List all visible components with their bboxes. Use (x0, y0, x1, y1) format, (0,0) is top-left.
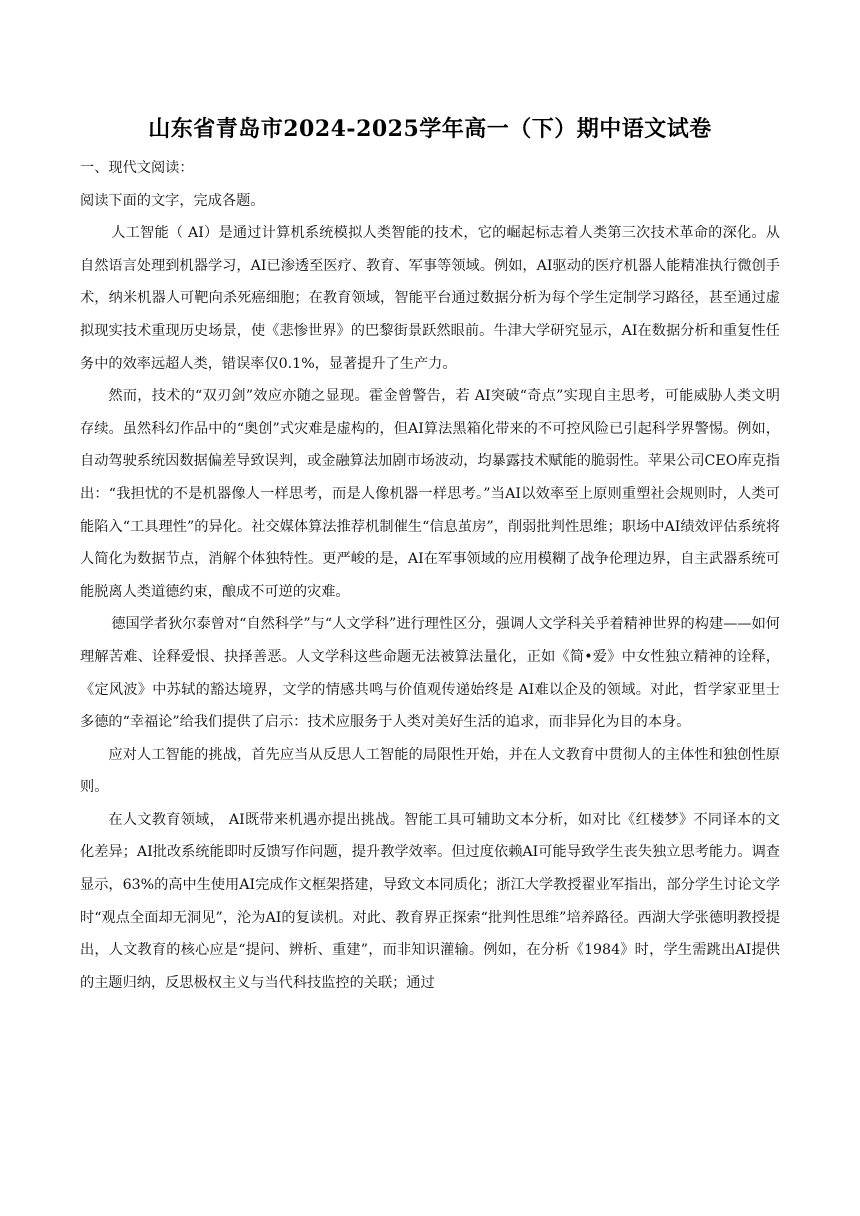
paragraph-5: 在人文教育领域， AI既带来机遇亦提出挑战。智能工具可辅助文本分析，如对比《红楼梦》不同译本的文化差异；AI批改系统能即时反馈写作问题，提升教学效率。但过度依赖AI可能导致学生丧失独立思考能力。调查显示，63%的高中生使用AI完成作文框架搭建，导致文本同质化；浙江大学教授翟业军指出，部分学生讨论文学时“观点全面却无洞见”，沦为AI的复读机。对此、教育界正探索“批判性思维”培养路径。西湖大学张德明教授提出，人文教育的核心应是“提问、辨析、重建”，而非知识灌输。例如，在分析《1984》时，学生需跳出AI提供的主题归纳，反思极权主义与当代科技监控的关联；通过 (80, 811, 781, 991)
paragraph-1: 人工智能（ AI）是通过计算机系统模拟人类智能的技术，它的崛起标志着人类第三次技术革命的深化。从自然语言处理到机器学习，AI已渗透至医疗、教育、军事等领域。例如，AI驱动的医疗机器人能精准执行微创手术，纳米机器人可靶向杀死癌细胞；在教育领域，智能平台通过数据分析为每个学生定制学习路径，甚至通过虚拟现实技术重现历史场景，使《悲惨世界》的巴黎街景跃然眼前。牛津大学研究显示，AI在数据分析和重复性任务中的效率远超人类，错误率仅0.1%，显著提升了生产力。 (80, 225, 780, 372)
section-heading: 一、现代文阅读： (80, 160, 194, 176)
paragraph-4: 应对人工智能的挑战，首先应当从反思人工智能的局限性开始，并在人文教育中贯彻人的主体性和独创性原则。 (80, 746, 780, 796)
paragraph-3: 德国学者狄尔泰曾对“自然科学”与“人文学科”进行理性区分，强调人文学科关乎着精神世界的构建——如何理解苦难、诠释爱恨、抉择善恶。人文学科这些命题无法被算法量化，正如《简•爱》中女性独立精神的诠释，《定风波》中苏轼的豁达境界，文学的情感共鸣与价值观传递始终是 AI难以企及的领域。对此，哲学家亚里士多德的“幸福论”给我们提供了启示：技术应服务于人类对美好生活的追求，而非异化为目的本身。 (80, 616, 780, 731)
paragraph-2: 然而，技术的“双刃剑”效应亦随之显现。霍金曾警告，若 AI突破“奇点”实现自主思考，可能威胁人类文明存续。虽然科幻作品中的“奥创”式灾难是虚构的，但AI算法黑箱化带来的不可控风险已引起科学界警惕。例如，自动驾驶系统因数据偏差导致误判，或金融算法加剧市场波动，均暴露技术赋能的脆弱性。苹果公司CEO库克指出：“我担忧的不是机器像人一样思考，而是人像机器一样思考。”当AI以效率至上原则重塑社会规则时，人类可能陷入“工具理性”的异化。社交媒体算法推荐机制催生“信息茧房”，削弱批判性思维；职场中AI绩效评估系统将人简化为数据节点，消解个体独特性。更严峻的是，AI在军事领域的应用模糊了战争伦理边界，自主武器系统可能脱离人类道德约束，酿成不可逆的灾难。 (80, 388, 780, 600)
page-title: 山东省青岛市2024-2025学年高一（下）期中语文试卷 (148, 116, 712, 142)
instruction-text: 阅读下面的文字，完成各题。 (80, 192, 265, 209)
reading-passage (80, 152, 780, 999)
